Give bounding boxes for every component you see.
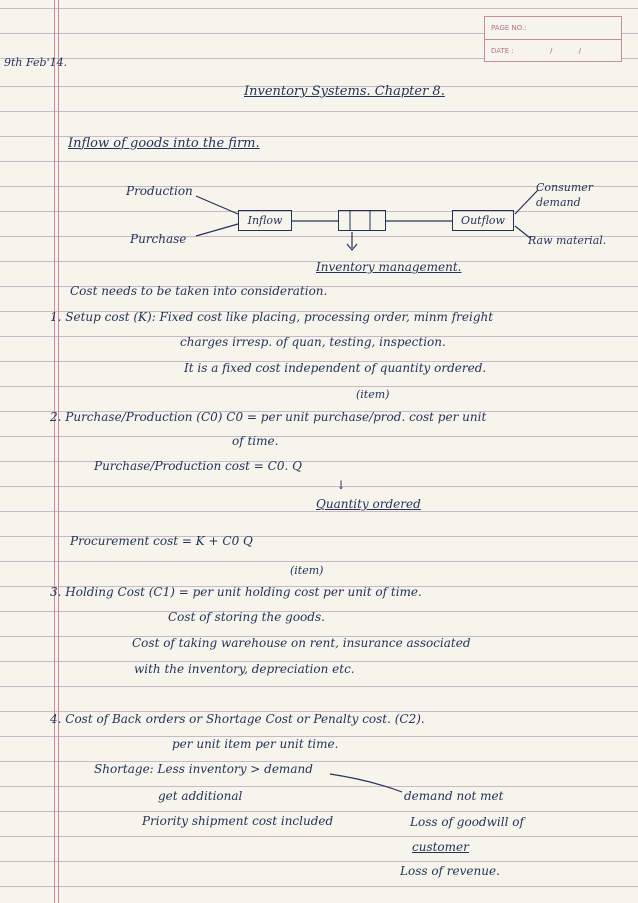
page-title: Inventory Systems. Chapter 8. (244, 84, 445, 99)
cost3-line1: 3. Holding Cost (C1) = per unit holding cost per unit of time. (50, 585, 422, 599)
cost4-line4: get additional (158, 789, 243, 803)
cost1-line2: charges irresp. of quan, testing, inspection. (180, 335, 446, 349)
cost4-line3: Shortage: Less inventory > demand (94, 762, 313, 776)
cost3-line4: with the inventory, depreciation etc. (134, 662, 355, 676)
cost2-line1: 2. Purchase/Production (C0) C0 = per unit purchase/prod. cost per unit (50, 410, 487, 424)
diagram-label-inventory-management: Inventory management. (316, 260, 462, 274)
cost2-line4: Quantity ordered (316, 497, 421, 511)
cost3-line3: Cost of taking warehouse on rent, insurance associated (132, 636, 471, 650)
cost1-line3: It is a fixed cost independent of quantity ordered. (184, 361, 487, 375)
page-no-label: PAGE NO.: (491, 24, 527, 32)
cost2-arrow: ↓ (336, 478, 347, 492)
cost1-line1: 1. Setup cost (K): Fixed cost like placing, processing order, minm freight (50, 310, 494, 324)
outflow-box: Outflow (452, 210, 514, 231)
costs-intro: Cost needs to be taken into consideration. (70, 284, 328, 298)
diagram-label-purchase: Purchase (130, 232, 187, 246)
cost4-right2: Loss of goodwill of (410, 815, 524, 829)
procurement-cost: Procurement cost = K + C0 Q (70, 534, 253, 548)
cost4-right3: customer (412, 840, 469, 854)
cost3-line2: Cost of storing the goods. (168, 610, 325, 624)
diagram-label-production: Production (126, 184, 193, 198)
shortage-curve (330, 774, 402, 792)
cost2-line2: of time. (232, 434, 279, 448)
date-slashes: / / (550, 47, 593, 55)
cost4-right4: Loss of revenue. (400, 864, 500, 878)
cost3-item-note: (item) (290, 564, 324, 577)
cost2-line3: Purchase/Production cost = C0. Q (94, 459, 302, 473)
cost4-line2: per unit item per unit time. (172, 737, 339, 751)
margin-date: 9th Feb'14. (4, 56, 68, 69)
inflow-box: Inflow (238, 210, 292, 231)
section-heading-inflow: Inflow of goods into the firm. (68, 136, 260, 151)
diagram-label-consumer-demand: Consumer demand (536, 181, 594, 209)
cost4-right1: demand not met (404, 789, 504, 803)
cost4-line5: Priority shipment cost included (142, 814, 334, 828)
date-label: DATE : (491, 47, 514, 55)
diagram-label-raw-material: Raw material. (528, 234, 607, 247)
cost2-item-note: (item) (356, 388, 390, 401)
cost4-line1: 4. Cost of Back orders or Shortage Cost or Penalty cost. (C2). (50, 712, 425, 726)
